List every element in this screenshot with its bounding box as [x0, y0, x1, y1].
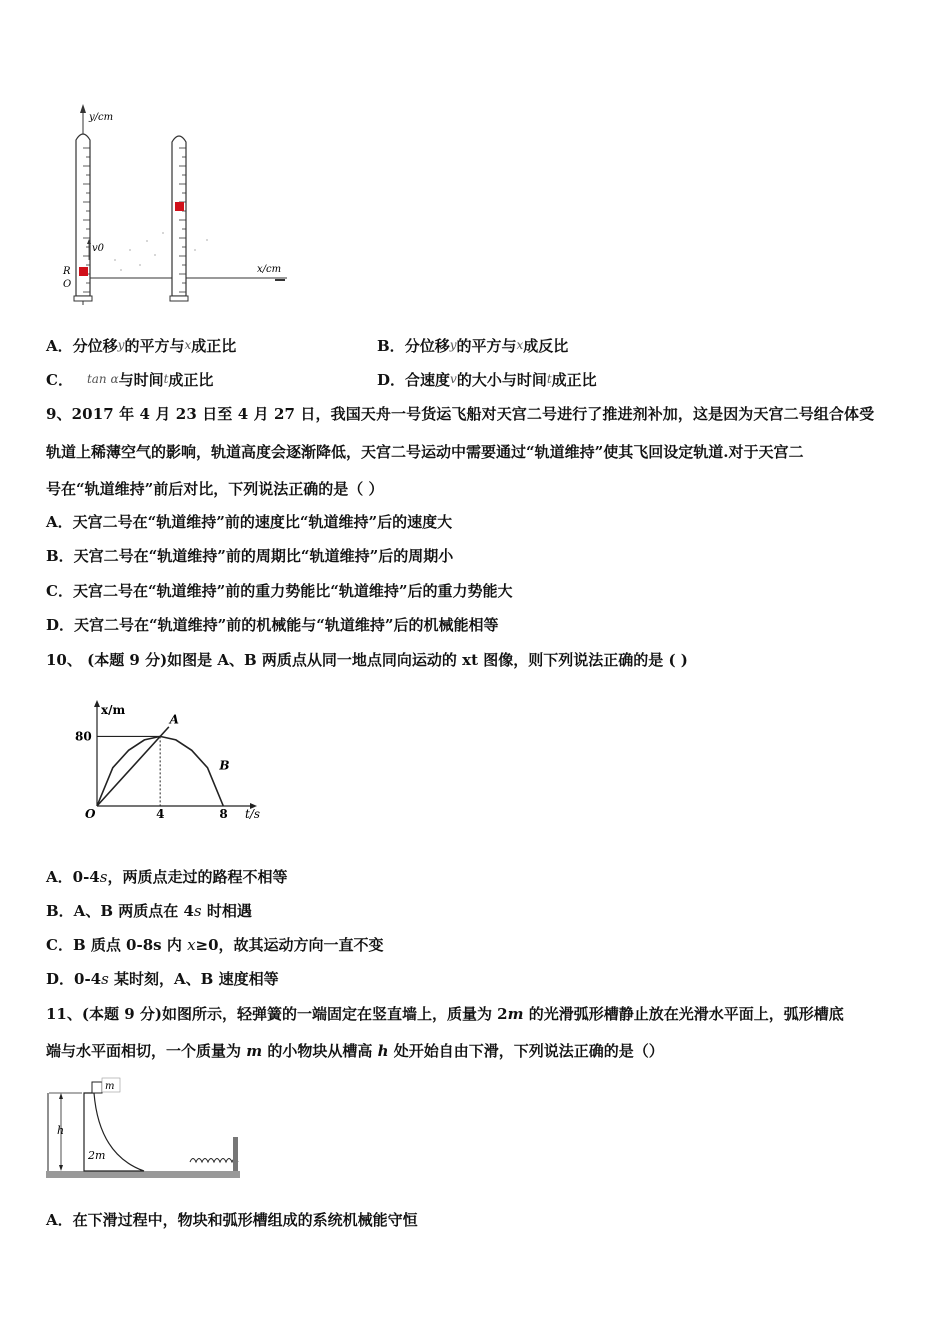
x-axis-title: t/s — [245, 807, 261, 821]
wall — [233, 1137, 238, 1171]
q8-b-var1: y — [449, 338, 457, 352]
q8-c-post: 成正比 — [168, 371, 214, 389]
y-axis-label: y/cm — [89, 112, 114, 123]
q10-a-unit: s — [99, 868, 108, 886]
y-axis-title: x/m — [101, 703, 126, 717]
q11-stem-line2 — [46, 1041, 664, 1061]
o-label: O — [63, 279, 72, 290]
spring — [190, 1159, 238, 1163]
q9-option-a: A．天宫二号在“轨道维持”前的速度比“轨道维持”后的速度大 — [46, 513, 453, 531]
q9-stem-line1: 9、2017 年 4 月 23 日至 4 月 27 日，我国天舟一号货运飞船对天宫二号进行了推进剂补加，这是因为天宫二号组合体受 — [46, 405, 875, 423]
q8-c-letter: C． — [46, 371, 73, 389]
q11-stem-line1 — [46, 1004, 844, 1024]
q9-option-d: D．天宫二号在“轨道维持”前的机械能与“轨道维持”后的机械能相等 — [46, 616, 499, 634]
q9-option-c: C．天宫二号在“轨道维持”前的重力势能比“轨道维持”后的重力势能大 — [46, 582, 513, 600]
q8-a-post: 成正比 — [191, 337, 237, 355]
q10-option-c — [46, 935, 384, 955]
red-block-left — [79, 267, 88, 276]
q10-c-var: x — [187, 936, 196, 954]
q11-line2-post: 处开始自由下滑，下列说法正确的是（） — [388, 1042, 664, 1060]
m-label: m — [105, 1081, 115, 1092]
q10-b-pre: B．A、B 两质点在 4 — [46, 902, 194, 920]
q10-option-d — [46, 969, 279, 989]
red-block-right — [175, 202, 184, 211]
q8-option-c — [46, 369, 213, 390]
q9-stem-line2: 轨道上稀薄空气的影响，轨道高度会逐渐降低，天宫二号运动中需要通过“轨道维持”使其飞回设定轨道.对于天宫二 — [46, 443, 804, 461]
q11-line1-var: m — [507, 1005, 524, 1023]
q10-b-post: 时相遇 — [201, 902, 252, 920]
q10-stem: 10、 (本题 9 分)如图是 A、B 两质点从同一地点同向运动的 xt 图像，则下列说法正确的是 ( ) — [46, 651, 688, 669]
series-b-label: B — [219, 758, 230, 773]
q8-b-pre: 分位移 — [404, 337, 450, 355]
q8-d-var2: t — [546, 372, 552, 386]
q10-option-a — [46, 867, 287, 887]
q10-a-post: ，两质点走过的路程不相等 — [107, 868, 288, 886]
q8-c-var: t — [163, 372, 169, 386]
tube-left — [74, 134, 92, 301]
tube-right — [170, 136, 188, 301]
q8-c-expr: tan α — [86, 372, 119, 386]
q8-d-mid: 的大小与时间 — [456, 371, 547, 389]
q11-line2-pre: 端与水平面相切，一个质量为 — [46, 1042, 247, 1060]
q8-a-mid: 的平方与 — [124, 337, 185, 355]
figure-tubes — [55, 100, 295, 310]
h-label: h — [57, 1124, 65, 1137]
q10-c-pre: C．B 质点 0-8s 内 — [46, 936, 188, 954]
q11-line2-mid: 的小物块从槽高 — [262, 1042, 378, 1060]
x-tick-label: 4 — [156, 807, 165, 821]
q8-a-var2: x — [184, 338, 192, 352]
q8-c-mid: 与时间 — [118, 371, 164, 389]
series-b-curve — [97, 736, 223, 806]
y-tick-label: 80 — [75, 729, 92, 744]
q8-option-b — [377, 335, 568, 356]
q11-line2-var2: h — [377, 1042, 389, 1060]
y-axis-arrow — [94, 700, 100, 707]
q8-d-post: 成正比 — [551, 371, 597, 389]
v0-label: v0 — [92, 243, 105, 254]
q10-a-pre: A．0-4 — [46, 868, 100, 886]
q8-d-var1: v — [450, 372, 457, 386]
q10-d-post: 某时刻，A、B 速度相等 — [108, 970, 279, 988]
q10-b-unit: s — [193, 902, 202, 920]
q8-b-mid: 的平方与 — [456, 337, 517, 355]
q11-line2-var1: m — [246, 1042, 263, 1060]
q10-d-unit: s — [101, 970, 109, 988]
q8-b-post: 成反比 — [523, 337, 569, 355]
q8-option-a — [46, 335, 236, 356]
q8-a-pre: 分位移 — [72, 337, 118, 355]
trajectory-dots — [114, 232, 208, 271]
q11-line1-pre: 11、(本题 9 分)如图所示，轻弹簧的一端固定在竖直墙上，质量为 2 — [46, 1005, 508, 1023]
q8-b-letter: B． — [377, 337, 405, 355]
q10-d-pre: D．0-4 — [46, 970, 102, 988]
q8-a-var1: y — [117, 338, 125, 352]
series-a-label: A — [169, 712, 179, 727]
q11-option-a: A．在下滑过程中，物块和弧形槽组成的系统机械能守恒 — [46, 1211, 418, 1229]
xt-chart — [75, 698, 265, 828]
q8-d-letter: D． — [377, 371, 406, 389]
q9-option-b: B．天宫二号在“轨道维持”前的周期比“轨道维持”后的周期小 — [46, 547, 454, 565]
q9-stem-line3: 号在“轨道维持”前后对比，下列说法正确的是（ ） — [46, 480, 384, 498]
series-a-line — [97, 727, 169, 806]
q8-a-letter: A． — [46, 337, 73, 355]
q11-line1-post: 的光滑弧形槽静止放在光滑水平面上，弧形槽底 — [523, 1005, 844, 1023]
q10-c-post: ≥0，故其运动方向一直不变 — [195, 936, 384, 954]
x-axis-label: x/cm — [257, 264, 282, 275]
2m-label: 2m — [88, 1149, 106, 1162]
figure-slope-spring — [44, 1075, 244, 1180]
q10-option-b — [46, 901, 252, 921]
x-tick-label: 8 — [219, 807, 228, 821]
r-label: R — [63, 266, 71, 277]
origin-label: O — [85, 807, 96, 821]
q8-option-d — [377, 369, 597, 390]
q8-b-var2: x — [516, 338, 524, 352]
q8-d-pre: 合速度 — [405, 371, 451, 389]
